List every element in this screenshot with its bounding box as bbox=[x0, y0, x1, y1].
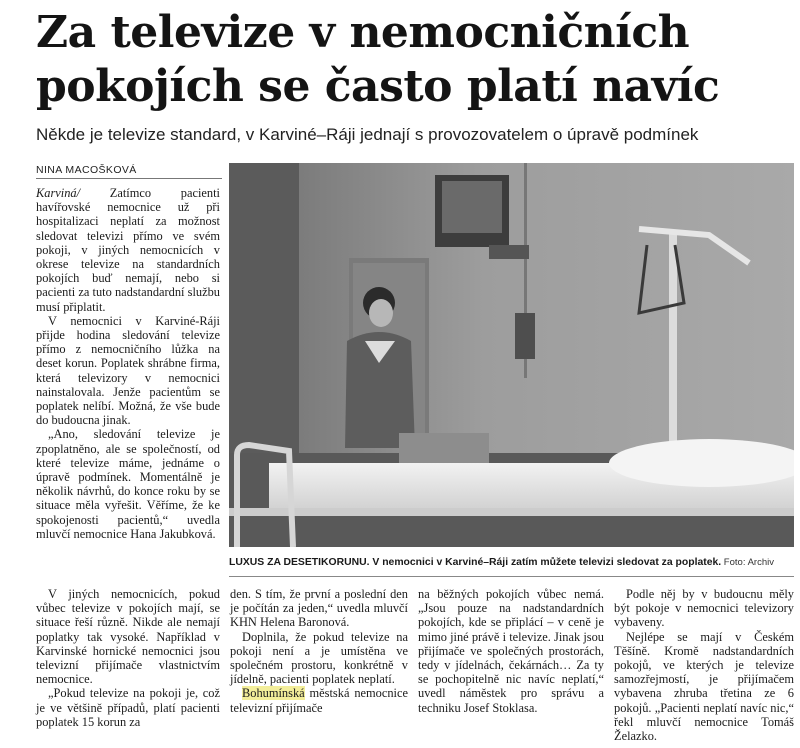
caption-head: LUXUS ZA DESETIKORUNU. bbox=[229, 557, 370, 568]
paragraph: Podle něj by v budoucnu měly být pokoje v nemocnici televizory vybaveny. bbox=[614, 587, 794, 630]
article-column-3 bbox=[418, 587, 604, 715]
article-column-1 bbox=[36, 186, 220, 541]
paragraph: Doplnila, že pokud televize na pokoji není a je umístěna ve společném prostoru, konkrétně v jídelně, pacienti poplatek neplatí. bbox=[230, 629, 408, 687]
paragraph: V nemocnici v Karviné-Ráji přijde hodina sledování televize přímo z nemocničního lůžka na deset korun. Poplatek shrábne firma, která televizory v nemocnici nainstalovala. Jenže pacientům se poplatek nelíbí. Možná, že vše bude do budoucna jinak. bbox=[36, 313, 220, 428]
photo-caption bbox=[229, 556, 794, 569]
article-column-2 bbox=[230, 587, 408, 715]
photo-credit: Foto: Archiv bbox=[721, 557, 774, 568]
paragraph: na běžných pokojích vůbec nemá. „Jsou pouze na nadstandardních pokojích, kde se připlácí – v ceně je mimo jiné právě i televize. Jinak jsou přijímače ve společných prostorách, tedy v jídelnách, čekárnách… Za ty se pochopitelně nic navíc neplatí,“ uvedl náměstek pro správu a techniku Josef Stoklasa. bbox=[418, 587, 604, 715]
paragraph bbox=[230, 686, 408, 714]
headline: Za televize v nemocničních pokojích se často platí navíc bbox=[36, 7, 720, 112]
article-column-4 bbox=[614, 587, 794, 743]
paragraph: „Ano, sledování televize je zpoplatněno, ale se společností, od které televize máme, jednáme o úpravě podmínek. Momentálně je několik návrhů, do konce roku by se situace měla vyřešit. Věříme, že ke spokojenosti pacientů,“ uvedla mluvčí nemocnice Hana Jakubková. bbox=[36, 427, 220, 541]
subheadline: Někde je televize standard, v Karviné–Ráji jednají s provozovatelem o úpravě podmínek bbox=[36, 125, 699, 144]
article-photo bbox=[229, 163, 794, 547]
paragraph: den. S tím, že první a poslední den je počítán za jeden,“ uvedla mluvčí KHN Helena Baronová. bbox=[230, 587, 408, 630]
caption-rule bbox=[229, 576, 794, 577]
dateline: Karviná/ bbox=[36, 186, 81, 200]
paragraph-text: Zatímco pacienti havířovské nemocnice už při hospitalizaci neplatí za možnost sledovat televizi přímo ve svém pokoji, v jiných nemocnicích v okrese televize na standardních pokojích buď nemají, nebo si pacienti za tuto nadstandardní službu musí připlatit. bbox=[36, 186, 220, 314]
paragraph: „Pokud televize na pokoji je, což je ve většině případů, platí pacienti poplatek 15 korun za bbox=[36, 686, 220, 729]
article-column-1-continued bbox=[36, 587, 220, 729]
highlighted-word: Bohumínská bbox=[242, 686, 305, 701]
hospital-room-photo bbox=[229, 163, 794, 547]
byline: NINA MACOŠKOVÁ bbox=[36, 164, 137, 176]
caption-text: V nemocnici v Karviné–Ráji zatím můžete televizi sledovat za poplatek. bbox=[369, 557, 722, 568]
paragraph: V jiných nemocnicích, pokud vůbec televize v pokojích mají, se situace řeší různě. Nikde ale nemají poplatky tak vysoké. Například v Karvinské hornické nemocnici jsou televizní přijímače vlastnictvím nemocnice. bbox=[36, 587, 220, 687]
byline-rule bbox=[36, 178, 222, 179]
paragraph: Nejlépe se mají v Českém Těšíně. Kromě nadstandardních pokojů, ve kterých je televize samozřejmostí, je přijímačem vybavena zhruba třetina ze 6 pokojů. „Pacienti neplatí navíc nic,“ řekl mluvčí nemocnice Tomáš Želazko. bbox=[614, 629, 794, 744]
paragraph-text: městská nemocnice televizní přijímače bbox=[230, 686, 408, 715]
paragraph bbox=[36, 186, 220, 314]
